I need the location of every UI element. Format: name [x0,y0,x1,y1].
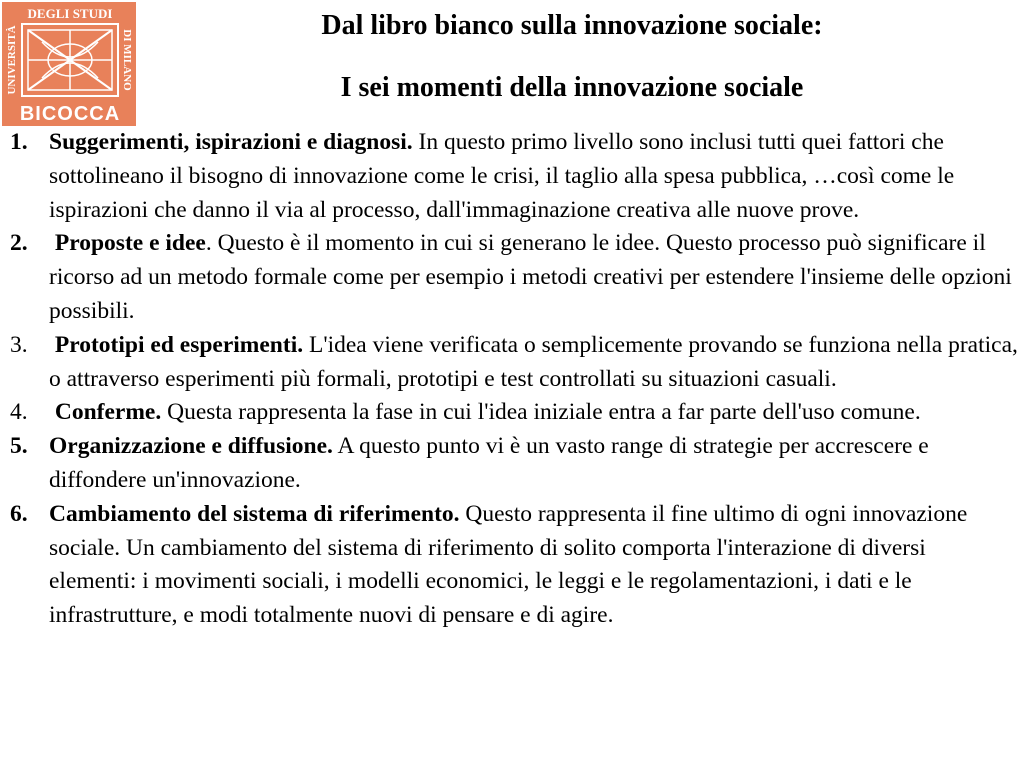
item-number: 5. [10,433,28,460]
item-text: A questo punto vi è un vasto range di strategie per accrescere e diffondere un'innovazione. [49,433,929,493]
list-item-2 [0,227,1024,328]
list-item-6 [0,498,1024,633]
item-number: 2. [10,230,28,257]
item-number: 4. [10,399,28,426]
university-logo [2,2,136,126]
item-number: 3. [10,331,28,358]
item-number: 6. [10,500,28,527]
item-text: . Questo è il momento in cui si generano le idee. Questo processo può significare il ricorso ad un metodo formale come per esempio i metodi creativi per estendere l'insieme delle opzioni possibili. [49,230,1012,324]
item-term: Proposte e idee [54,230,206,257]
logo-top-text: DEGLI STUDI [27,6,113,21]
item-number: 1. [10,129,28,155]
list-item-5 [0,430,1024,498]
logo-right-text: DI MILANO [121,29,133,91]
item-term: Prototipi ed esperimenti. [54,331,304,358]
list-item-1 [0,126,1024,227]
item-text: Questa rappresenta la fase in cui l'idea iniziale entra a far parte dell'uso comune. [161,399,921,426]
item-term: Suggerimenti, ispirazioni e diagnosi. [49,129,413,155]
list-item-3 [0,329,1024,397]
logo-left-text: UNIVERSITÀ [6,25,18,95]
item-term: Organizzazione e diffusione. [49,433,333,460]
item-text: In questo primo livello sono inclusi tutti quei fattori che sottolineano il bisogno di innovazione come le crisi, il taglio alla spesa pubblica, …così come le ispirazioni che danno il via al processo, dall'immaginazione creativa alle nuove prove. [49,129,955,223]
university-seal-icon [2,2,136,126]
item-text: L'idea viene verificata o semplicemente provando se funziona nella pratica, o attraverso esperimenti più formali, prototipi e test controllati su situazioni casuali. [49,331,1018,392]
item-term: Cambiamento del sistema di riferimento. [49,500,460,527]
item-text: Questo rappresenta il fine ultimo di ogni innovazione sociale. Un cambiamento del sistema di riferimento di solito comporta l'interazione di diversi elementi: i movimenti sociali, i modelli economici, le leggi e le regolamentazioni, i dati e le infrastrutture, e modi totalmente nuovi di pensare e di agire. [49,500,968,629]
list-item-4 [0,396,1024,430]
page-subtitle: I sei momenti della innovazione sociale [340,72,804,103]
innovation-stages-list [0,126,1024,633]
item-term: Conferme. [54,399,162,426]
page-title: Dal libro bianco sulla innovazione sociale: [321,10,823,41]
logo-bottom-text: BICOCCA [19,103,121,125]
